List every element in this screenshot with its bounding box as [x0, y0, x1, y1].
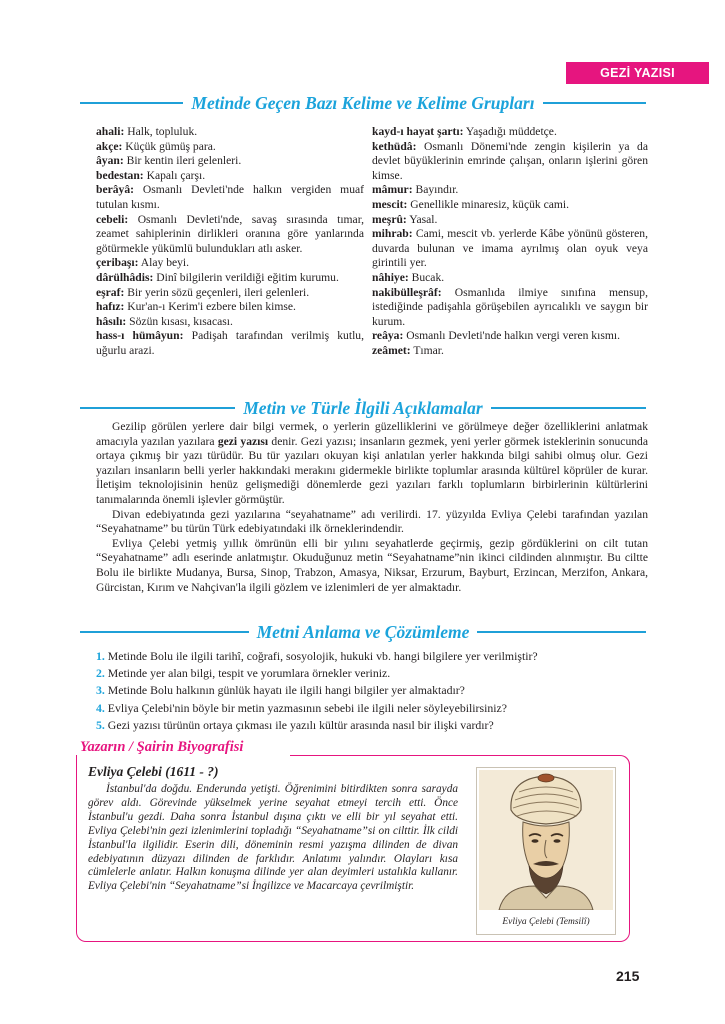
paragraph: Evliya Çelebi yetmiş yıllık ömrünün elli bir yılını seyahatlerde geçirmiş, gezip gördüklerini on cilt tutan “Seyahatname” adlı eserinde anlatmıştır. Okuduğunuz metin “Seyahatname”nin ikinci cildinden alınmıştır. Bu ciltte Bolu ile birlikte Mudanya, Bursa, Sinop, Trabzon, Amasya, Niksar, Erzurum, Bayburt, Erzincan, Merzifon, Ankara, Gürcistan, Kırım ve Nahçivan'la ilgili gözlem ve izlenimleri de yer almaktadır.: [96, 536, 648, 594]
heading-rule-left: [80, 631, 249, 633]
glossary-entry: nakibülleşrâf: Osmanlıda ilmiye sınıfına mensup, istediğinde padişahla görüşebilen ayrıcalıklı ve saygın bir kurum.: [372, 285, 648, 328]
question-item: 4. Evliya Çelebi'nin böyle bir metin yazmasının sebebi ile ilgili neler söyleyebilirsiniz?: [96, 700, 507, 715]
biography-title: Yazarın / Şairin Biyografisi: [80, 739, 244, 755]
question-item: 5. Gezi yazısı türünün ortaya çıkması ile yazılı kültür arasında nasıl bir ilişki vardır?: [96, 717, 494, 732]
glossary-entry: cebeli: Osmanlı Devleti'nde, savaş sırasında tımar, zeamet sahiplerinin dirlikleri oranına göre yanlarında götürmekle yükümlü bulundukları atlı asker.: [96, 212, 364, 255]
comprehension-title: Metni Anlama ve Çözümleme: [256, 621, 470, 642]
glossary-entry: reâya: Osmanlı Devleti'nde halkın vergi veren kısmı.: [372, 329, 620, 343]
glossary-entry: mescit: Genellikle minaresiz, küçük cami.: [372, 197, 570, 211]
biography-box-top: [290, 755, 630, 767]
comprehension-heading: [80, 622, 646, 642]
glossary-entry: berâyâ: Osmanlı Devleti'nde halkın vergiden muaf tutulan kısmı.: [96, 183, 364, 211]
question-item: 2. Metinde yer alan bilgi, tespit ve yorumlara örnekler veriniz.: [96, 666, 391, 681]
glossary-entry: dârülhâdis: Dinî bilgilerin verildiği eğitim kurumu.: [96, 270, 339, 284]
glossary-entry: akçe: Küçük gümüş para.: [96, 139, 216, 153]
glossary-right-column: [372, 125, 648, 359]
glossary-entry: kayd-ı hayat şartı: Yaşadığı müddetçe.: [372, 125, 557, 138]
explanations-body: [96, 420, 648, 595]
section-tab: GEZİ YAZISI: [566, 62, 709, 84]
heading-rule-right: [491, 407, 646, 409]
portrait-illustration: [479, 770, 613, 910]
glossary-entry: hâsılı: Sözün kısası, kısacası.: [96, 314, 233, 328]
biography-text: İstanbul'da doğdu. Enderunda yetişti. Öğrenimini bitirdikten sonra sarayda görev aldı. Görevinde yükselmek yerine seyahat etmeyi tercih etti. Önce İstanbul'u gezdi. Daha sonra İstanbul dışına çıktı ve elli bir yıl seyahat etti. Evliya Çelebi'nin gezi izlenimlerini topladığı “Seyahatname”si on cilttir. İlk cildi İstanbul'la ilgilidir. Eserin dili, döneminin resmi yazışma dilinden de divan edebiyatının düzyazı dilinden de farklıdır. Anlatımı yalındır. Olayları kısa cümlelerle anlatır. Halkın konuşma dilinde yer alan deyimleri ustalıkla kullanır. Evliya Çelebi'nin “Seyahatname”si İngilizce ve Macarcaya çevrilmiştir.: [88, 783, 458, 893]
author-name: Evliya Çelebi (1611 - ?): [88, 764, 219, 779]
glossary-entry: bedestan: Kapalı çarşı.: [96, 168, 206, 182]
glossary-left-column: [96, 125, 364, 359]
glossary-entry: çeribaşı: Alay beyi.: [96, 256, 190, 270]
glossary-title: Metinde Geçen Bazı Kelime ve Kelime Grupları: [191, 92, 535, 113]
heading-rule-left: [80, 407, 235, 409]
glossary-entry: nâhiye: Bucak.: [372, 270, 445, 284]
portrait-caption: Evliya Çelebi (Temsilî): [502, 917, 590, 927]
explanations-heading: [80, 398, 646, 418]
glossary-entry: eşraf: Bir yerin sözü geçenleri, ileri gelenleri.: [96, 285, 310, 299]
glossary-entry: hass-ı hümâyun: Padişah tarafından verilmiş kutlu, uğurlu arazi.: [96, 329, 364, 357]
question-list: [96, 648, 656, 734]
glossary-entry: meşrû: Yasal.: [372, 212, 438, 226]
heading-rule-right: [543, 102, 646, 104]
explanations-title: Metin ve Türle İlgili Açıklamalar: [243, 397, 483, 418]
question-item: 1. Metinde Bolu ile ilgili tarihî, coğrafi, sosyolojik, hukuki vb. hangi bilgilere yer verilmiştir?: [96, 649, 538, 663]
page-number: 215: [616, 968, 640, 984]
heading-rule-right: [477, 631, 646, 633]
heading-rule-left: [80, 102, 183, 104]
glossary-entry: zeâmet: Tımar.: [372, 343, 444, 357]
glossary-entry: mâmur: Bayındır.: [372, 183, 459, 197]
paragraph: Gezilip görülen yerlere dair bilgi vermek, o yerlerin güzelliklerini ve görülmeye değer özelliklerini anlatmak amacıyla yazılan yazılara gezi yazısı denir. Gezi yazısı; insanların gezmek, yeni yerler görmek isteklerinin sonucunda ortaya çıkmış bir yazı türüdür. Bu tür yazıları okuyan kişi anlatılan yerler hakkında bilgi sahibi olmuş olur. Gezi yazıları insanların belli yerler hakkındaki merakını gidermekle birlikte toplumlar arasında kültürel köprüler de kurar. İletişim teknolojisinin henüz gelişmediği dönemlerde gezi yazıları farklı toplumların birbirlerinin kültürlerini tanımalarında önemli işlevler görmüştür.: [96, 420, 648, 506]
glossary-entry: mihrab: Cami, mescit vb. yerlerde Kâbe yönünü gösteren, duvarda bulunan ve imama ayrılmış olan oyuk veya girintili yer.: [372, 227, 648, 270]
question-item: 3. Metinde Bolu halkının günlük hayatı ile ilgili hangi bilgiler yer almaktadır?: [96, 683, 465, 698]
glossary-entry: âyan: Bir kentin ileri gelenleri.: [96, 154, 242, 168]
glossary-entry: kethüdâ: Osmanlı Dönemi'nde zengin kişilerin ya da devlet büyüklerinin emrinde çalışan, onların işlerini gören kimse.: [372, 139, 648, 182]
glossary-heading: [80, 93, 646, 113]
glossary-entry: hafız: Kur'an-ı Kerim'i ezbere bilen kimse.: [96, 300, 296, 314]
glossary-entry: ahali: Halk, topluluk.: [96, 125, 198, 138]
paragraph: Divan edebiyatında gezi yazılarına “seyahatname” adı verilirdi. 17. yüzyılda Evliya Çelebi tarafından yazılan “Seyahatname” bu türün Türk edebiyatındaki ilk örneklerindendir.: [96, 507, 648, 536]
